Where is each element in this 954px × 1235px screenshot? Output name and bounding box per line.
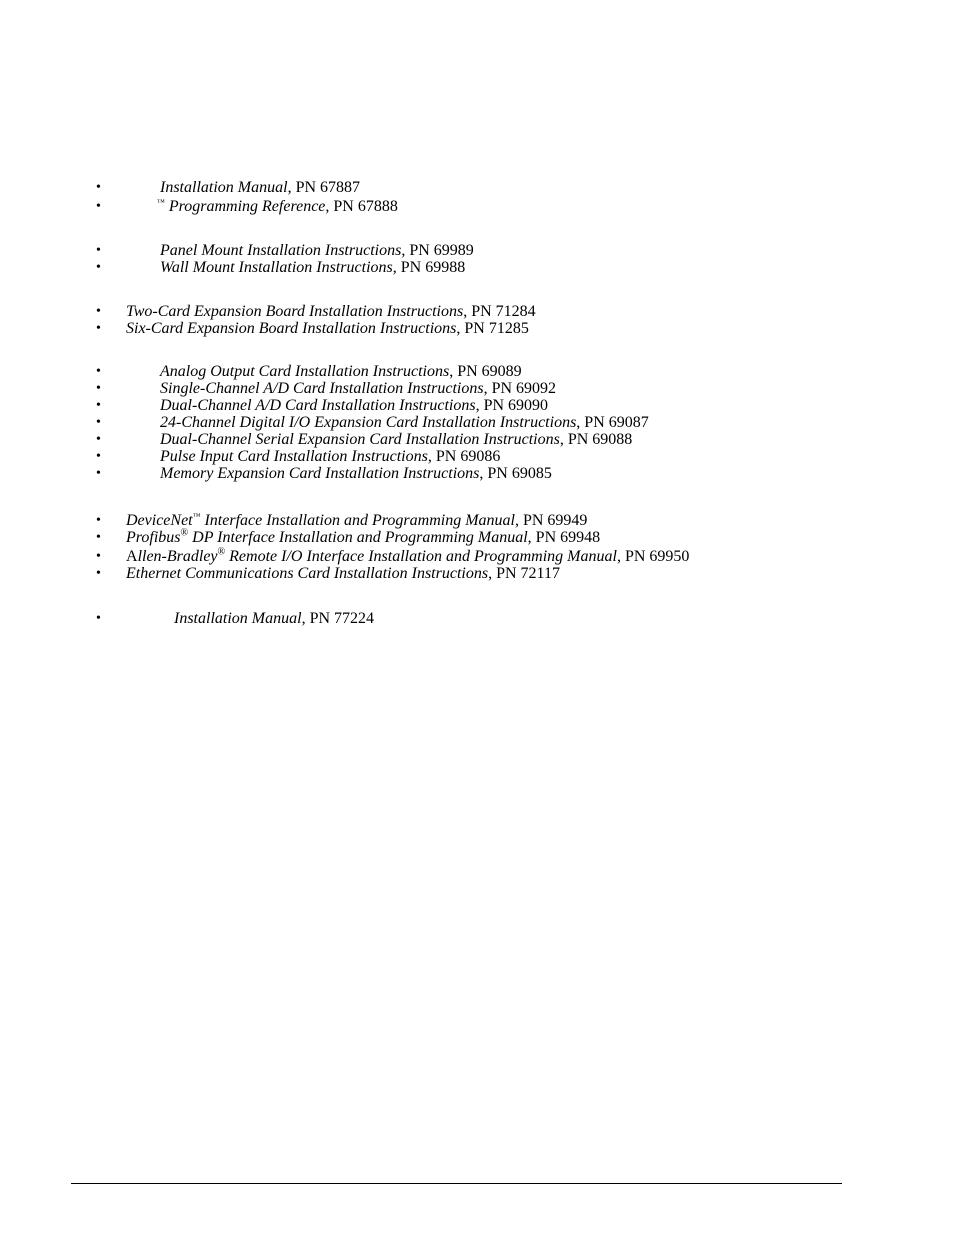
part-number: , PN 69088 [559,431,633,448]
part-number: , PN 69085 [479,465,552,482]
list-item [0,448,954,465]
bullet-icon: • [96,449,101,464]
part-number: , PN 69090 [475,397,549,414]
list-item [0,259,954,276]
list-item [0,320,954,337]
enclosures-list [0,242,954,276]
doc-title: 24-Channel Digital I/O Expansion Card Installation Instructions [160,414,577,431]
list-item [0,529,954,546]
part-number: , PN 72117 [488,565,560,582]
part-number: , PN 69989 [401,242,474,259]
list-item [0,363,954,380]
doc-title: Two-Card Expansion Board Installation Instructions [126,303,464,320]
bullet-icon: • [96,549,101,564]
part-number: , PN 71284 [463,303,536,320]
doc-title: Panel Mount Installation Instructions [160,242,402,259]
brand-name: Profibus [126,529,181,546]
expansion-boards-list [0,303,954,337]
list-item [0,610,954,627]
bullet-icon: • [96,513,101,528]
doc-title: Wall Mount Installation Instructions [160,259,393,276]
list-item [0,565,954,582]
list-item [0,548,954,565]
doc-title: Ethernet Communications Card Installation Instructions [126,565,489,582]
part-number: , PN 69988 [392,259,466,276]
bullet-icon: • [96,530,101,545]
part-number: , PN 69089 [449,363,522,380]
doc-title: Pulse Input Card Installation Instructions [160,448,428,465]
cards-list [0,363,954,482]
part-number: , PN 77224 [301,610,375,627]
part-number: , PN 69950 [616,548,690,565]
list-item [0,414,954,431]
list-item [0,179,954,196]
manuals-list [0,179,954,215]
doc-title: Programming Reference [168,198,326,215]
brand-initial: A [126,548,138,565]
part-number: , PN 71285 [456,320,529,337]
doc-title: Analog Output Card Installation Instructions [160,363,450,380]
bullet-icon: • [96,466,101,481]
bullet-icon: • [96,321,101,336]
bullet-icon: • [96,415,101,430]
list-item [0,198,954,215]
list-item [0,431,954,448]
list-item [0,397,954,414]
list-item [0,512,954,529]
doc-title: Interface Installation and Programming Manual [200,512,515,529]
bullet-icon: • [96,180,101,195]
bullet-icon: • [96,381,101,396]
bullet-icon: • [96,243,101,258]
part-number: , PN 69948 [527,529,601,546]
part-number: , PN 67887 [287,179,361,196]
bullet-icon: • [96,432,101,447]
doc-title: Six-Card Expansion Board Installation Instructions [126,320,457,337]
registered-symbol: ® [180,527,189,539]
list-item [0,465,954,482]
part-number: , PN 67888 [325,198,398,215]
list-item [0,303,954,320]
brand-name: llen-Bradley [137,548,218,565]
doc-title: Memory Expansion Card Installation Instructions [160,465,480,482]
bullet-icon: • [96,611,101,626]
bullet-icon: • [96,566,101,581]
trademark-symbol: ™ [157,197,165,207]
registered-symbol: ® [217,546,226,558]
part-number: , PN 69086 [427,448,501,465]
doc-title: Dual-Channel Serial Expansion Card Installation Instructions [160,431,560,448]
other-list [0,610,954,627]
part-number: , PN 69949 [514,512,588,529]
bullet-icon: • [96,199,101,214]
doc-title: DP Interface Installation and Programming Manual [188,529,528,546]
bullet-icon: • [96,398,101,413]
interfaces-list [0,512,954,582]
doc-title: Single-Channel A/D Card Installation Instructions [160,380,484,397]
doc-title: Remote I/O Interface Installation and Programming Manual [225,548,617,565]
part-number: , PN 69092 [483,380,557,397]
trademark-symbol: ™ [192,511,201,521]
doc-title: Installation Manual [174,610,302,627]
list-item [0,380,954,397]
doc-title: Dual-Channel A/D Card Installation Instructions [160,397,476,414]
part-number: , PN 69087 [576,414,649,431]
bullet-icon: • [96,260,101,275]
doc-title: Installation Manual [160,179,288,196]
bullet-icon: • [96,364,101,379]
brand-name: DeviceNet [126,512,193,529]
footer-rule [71,1183,842,1184]
bullet-icon: • [96,304,101,319]
list-item [0,242,954,259]
